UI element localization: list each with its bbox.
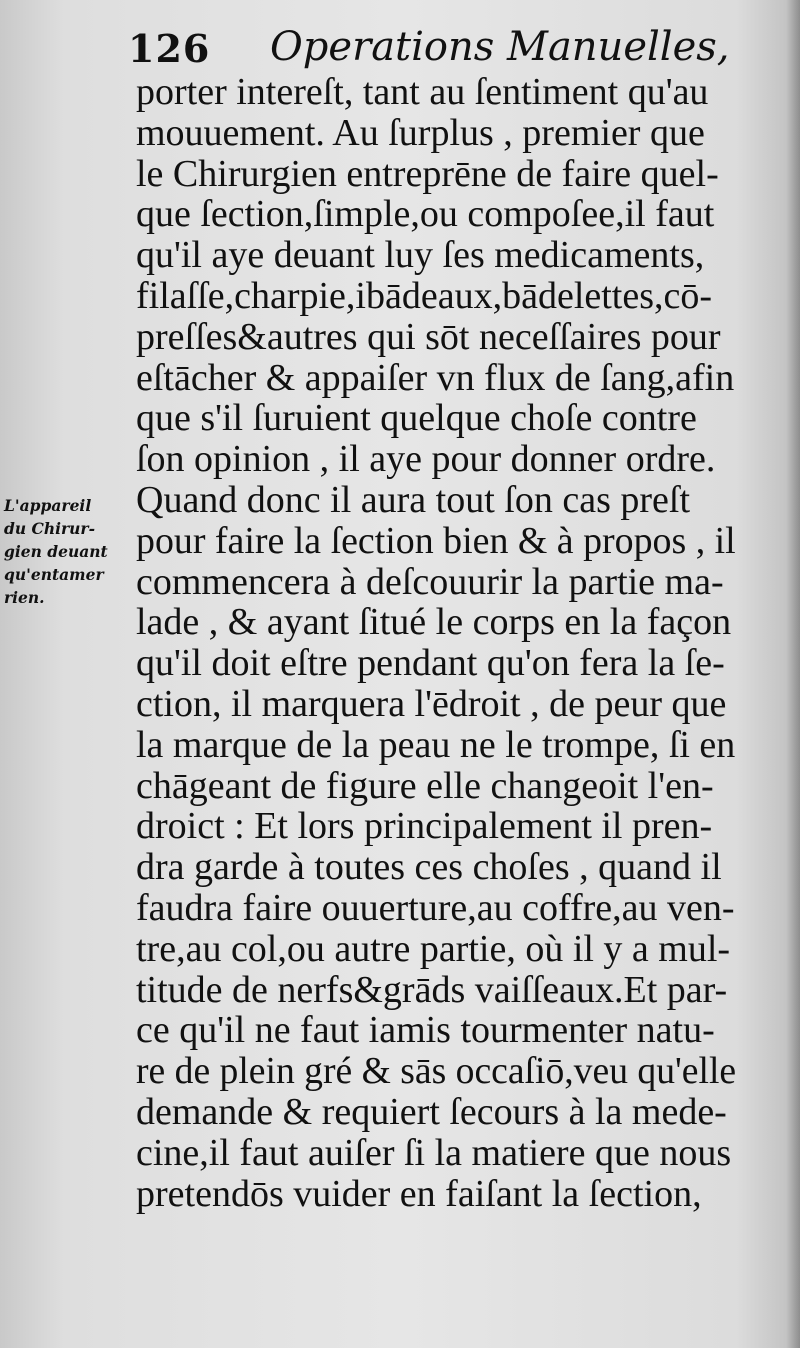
margin-note-line: du Chirur- <box>4 519 96 538</box>
margin-note <box>4 494 132 609</box>
text-line: lade , & ayant ſitué le corps en la façon <box>136 601 732 644</box>
text-line: droict : Et lors principalement il pren- <box>136 805 713 848</box>
text-line: pour faire la ſection bien & à propos , il <box>136 519 736 562</box>
margin-note-line: qu'entamer <box>4 565 104 584</box>
text-line: preſſes&autres qui sōt neceſſaires pour <box>136 315 721 358</box>
margin-note-line: gien deuant <box>4 542 108 561</box>
text-line: chāgeant de figure elle changeoit l'en- <box>136 764 714 807</box>
margin-note-line: rien. <box>4 588 45 607</box>
text-line: qu'il aye deuant luy ſes medicaments, <box>136 234 705 277</box>
text-line: Quand donc il aura tout ſon cas preſt <box>136 478 691 521</box>
text-line: cine,il faut auiſer ſi la matiere que nous <box>136 1131 732 1174</box>
text-line: le Chirurgien entreprēne de faire quel- <box>136 152 719 195</box>
text-line: filaſſe,charpie,ibādeaux,bādelettes,cō- <box>136 274 713 317</box>
text-line: pretendōs vuider en faiſant la ſection, <box>136 1172 702 1215</box>
text-line: que ſection,ſimple,ou compoſee,il faut <box>136 193 715 236</box>
text-line: faudra faire ouuerture,au coffre,au ven- <box>136 886 735 929</box>
text-line: demande & requiert ſecours à la mede- <box>136 1090 727 1133</box>
text-line: que s'il ſuruient quelque choſe contre <box>136 397 697 440</box>
text-line: ſon opinion , il aye pour donner ordre. <box>136 438 716 481</box>
text-line: porter intereſt, tant au ſentiment qu'au <box>136 71 709 113</box>
text-line: ce qu'il ne faut iamis tourmenter natu- <box>136 1009 715 1052</box>
text-line: ction, il marquera l'ēdroit , de peur que <box>136 682 727 725</box>
text-line: dra garde à toutes ces choſes , quand il <box>136 846 722 889</box>
text-line: tre,au col,ou autre partie, où il y a mul- <box>136 927 731 970</box>
text-line: eſtācher & appaiſer vn flux de ſang,afin <box>136 356 735 399</box>
text-line: mouuement. Au ſurplus , premier que <box>136 111 705 154</box>
text-line: re de plein gré & sās occaſiō,veu qu'elle <box>136 1050 737 1093</box>
text-line: qu'il doit eſtre pendant qu'on fera la ſe- <box>136 642 725 685</box>
page-header <box>128 20 768 72</box>
margin-note-line: L'appareil <box>4 496 92 515</box>
text-line: titude de nerfs&grāds vaiſſeaux.Et par- <box>136 968 728 1011</box>
text-line: commencera à deſcouurir la partie ma- <box>136 560 724 603</box>
body-text <box>136 71 737 1215</box>
text-line: la marque de la peau ne le trompe, ſi en <box>136 723 736 766</box>
page-number: 126 <box>128 26 211 71</box>
page-edge-shadow <box>786 0 800 1348</box>
running-title: Operations Manuelles, <box>270 24 730 70</box>
